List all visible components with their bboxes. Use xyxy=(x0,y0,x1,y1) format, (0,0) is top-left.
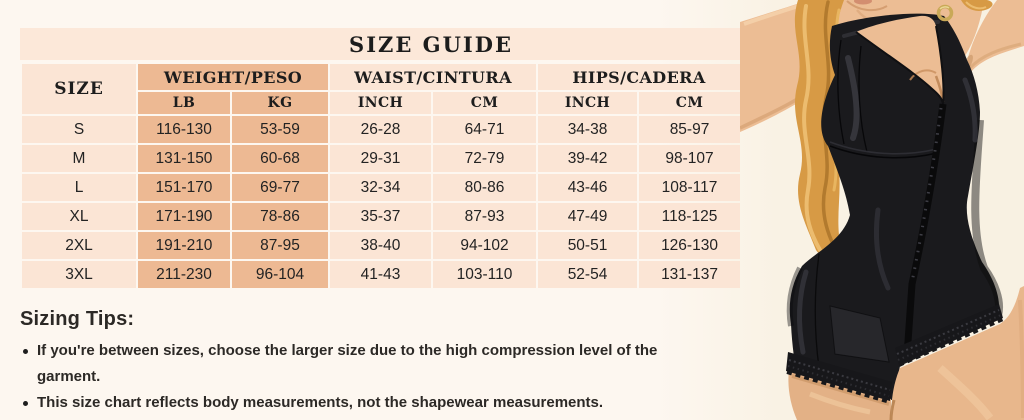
table-row xyxy=(22,174,740,201)
cell-weight-kg: 69-77 xyxy=(232,174,328,201)
cell-hips-cm: 108-117 xyxy=(639,174,740,201)
page-title: SIZE GUIDE xyxy=(349,31,513,57)
cell-size: L xyxy=(22,174,136,201)
cell-waist-cm: 64-71 xyxy=(433,116,536,143)
cell-waist-cm: 80-86 xyxy=(433,174,536,201)
cell-size: XL xyxy=(22,203,136,230)
sizing-tips xyxy=(20,308,710,416)
col-header-size: SIZE xyxy=(22,64,136,114)
cell-waist-cm: 87-93 xyxy=(433,203,536,230)
col-header-waist-inch: INCH xyxy=(330,92,431,114)
cell-hips-cm: 118-125 xyxy=(639,203,740,230)
table-row xyxy=(22,116,740,143)
cell-hips-cm: 98-107 xyxy=(639,145,740,172)
cell-waist-cm: 103-110 xyxy=(433,261,536,288)
cell-waist-inch: 29-31 xyxy=(330,145,431,172)
table-row xyxy=(22,145,740,172)
cell-waist-inch: 32-34 xyxy=(330,174,431,201)
cell-waist-inch: 41-43 xyxy=(330,261,431,288)
cell-size: S xyxy=(22,116,136,143)
cell-weight-lb: 131-150 xyxy=(138,145,230,172)
cell-weight-kg: 87-95 xyxy=(232,232,328,259)
col-header-waist-cm: CM xyxy=(433,92,536,114)
title-band xyxy=(20,28,742,60)
cell-weight-lb: 151-170 xyxy=(138,174,230,201)
col-group-waist: WAIST/CINTURA xyxy=(330,64,536,90)
cell-waist-inch: 35-37 xyxy=(330,203,431,230)
cell-weight-kg: 96-104 xyxy=(232,261,328,288)
size-guide-panel xyxy=(20,28,742,290)
tips-list xyxy=(20,338,710,416)
cell-size: 3XL xyxy=(22,261,136,288)
table-row xyxy=(22,232,740,259)
col-header-hips-inch: INCH xyxy=(538,92,637,114)
cell-size: 2XL xyxy=(22,232,136,259)
cell-waist-cm: 94-102 xyxy=(433,232,536,259)
cell-hips-inch: 52-54 xyxy=(538,261,637,288)
cell-hips-cm: 85-97 xyxy=(639,116,740,143)
tip-item: If you're between sizes, choose the larger size due to the high compression level of the garment. xyxy=(20,338,710,390)
cell-waist-inch: 38-40 xyxy=(330,232,431,259)
size-chart-table xyxy=(20,62,742,290)
col-header-kg: KG xyxy=(232,92,328,114)
cell-waist-inch: 26-28 xyxy=(330,116,431,143)
cell-hips-cm: 131-137 xyxy=(639,261,740,288)
tip-item: This size chart reflects body measurements, not the shapewear measurements. xyxy=(20,390,710,416)
cell-size: M xyxy=(22,145,136,172)
col-group-weight: WEIGHT/PESO xyxy=(138,64,328,90)
cell-weight-lb: 211-230 xyxy=(138,261,230,288)
cell-waist-cm: 72-79 xyxy=(433,145,536,172)
cell-weight-lb: 191-210 xyxy=(138,232,230,259)
cell-weight-kg: 60-68 xyxy=(232,145,328,172)
cell-weight-lb: 116-130 xyxy=(138,116,230,143)
cell-weight-kg: 53-59 xyxy=(232,116,328,143)
cell-hips-cm: 126-130 xyxy=(639,232,740,259)
cell-hips-inch: 50-51 xyxy=(538,232,637,259)
cell-hips-inch: 39-42 xyxy=(538,145,637,172)
cell-hips-inch: 34-38 xyxy=(538,116,637,143)
cell-weight-kg: 78-86 xyxy=(232,203,328,230)
cell-weight-lb: 171-190 xyxy=(138,203,230,230)
col-header-hips-cm: CM xyxy=(639,92,740,114)
table-row xyxy=(22,203,740,230)
cell-hips-inch: 43-46 xyxy=(538,174,637,201)
col-header-lb: LB xyxy=(138,92,230,114)
model-photo-illustration xyxy=(740,0,1024,420)
model-photo xyxy=(740,0,1024,420)
header-group-row xyxy=(22,64,740,90)
cell-hips-inch: 47-49 xyxy=(538,203,637,230)
table-row xyxy=(22,261,740,288)
tips-heading: Sizing Tips: xyxy=(20,308,135,330)
col-group-hips: HIPS/CADERA xyxy=(538,64,740,90)
